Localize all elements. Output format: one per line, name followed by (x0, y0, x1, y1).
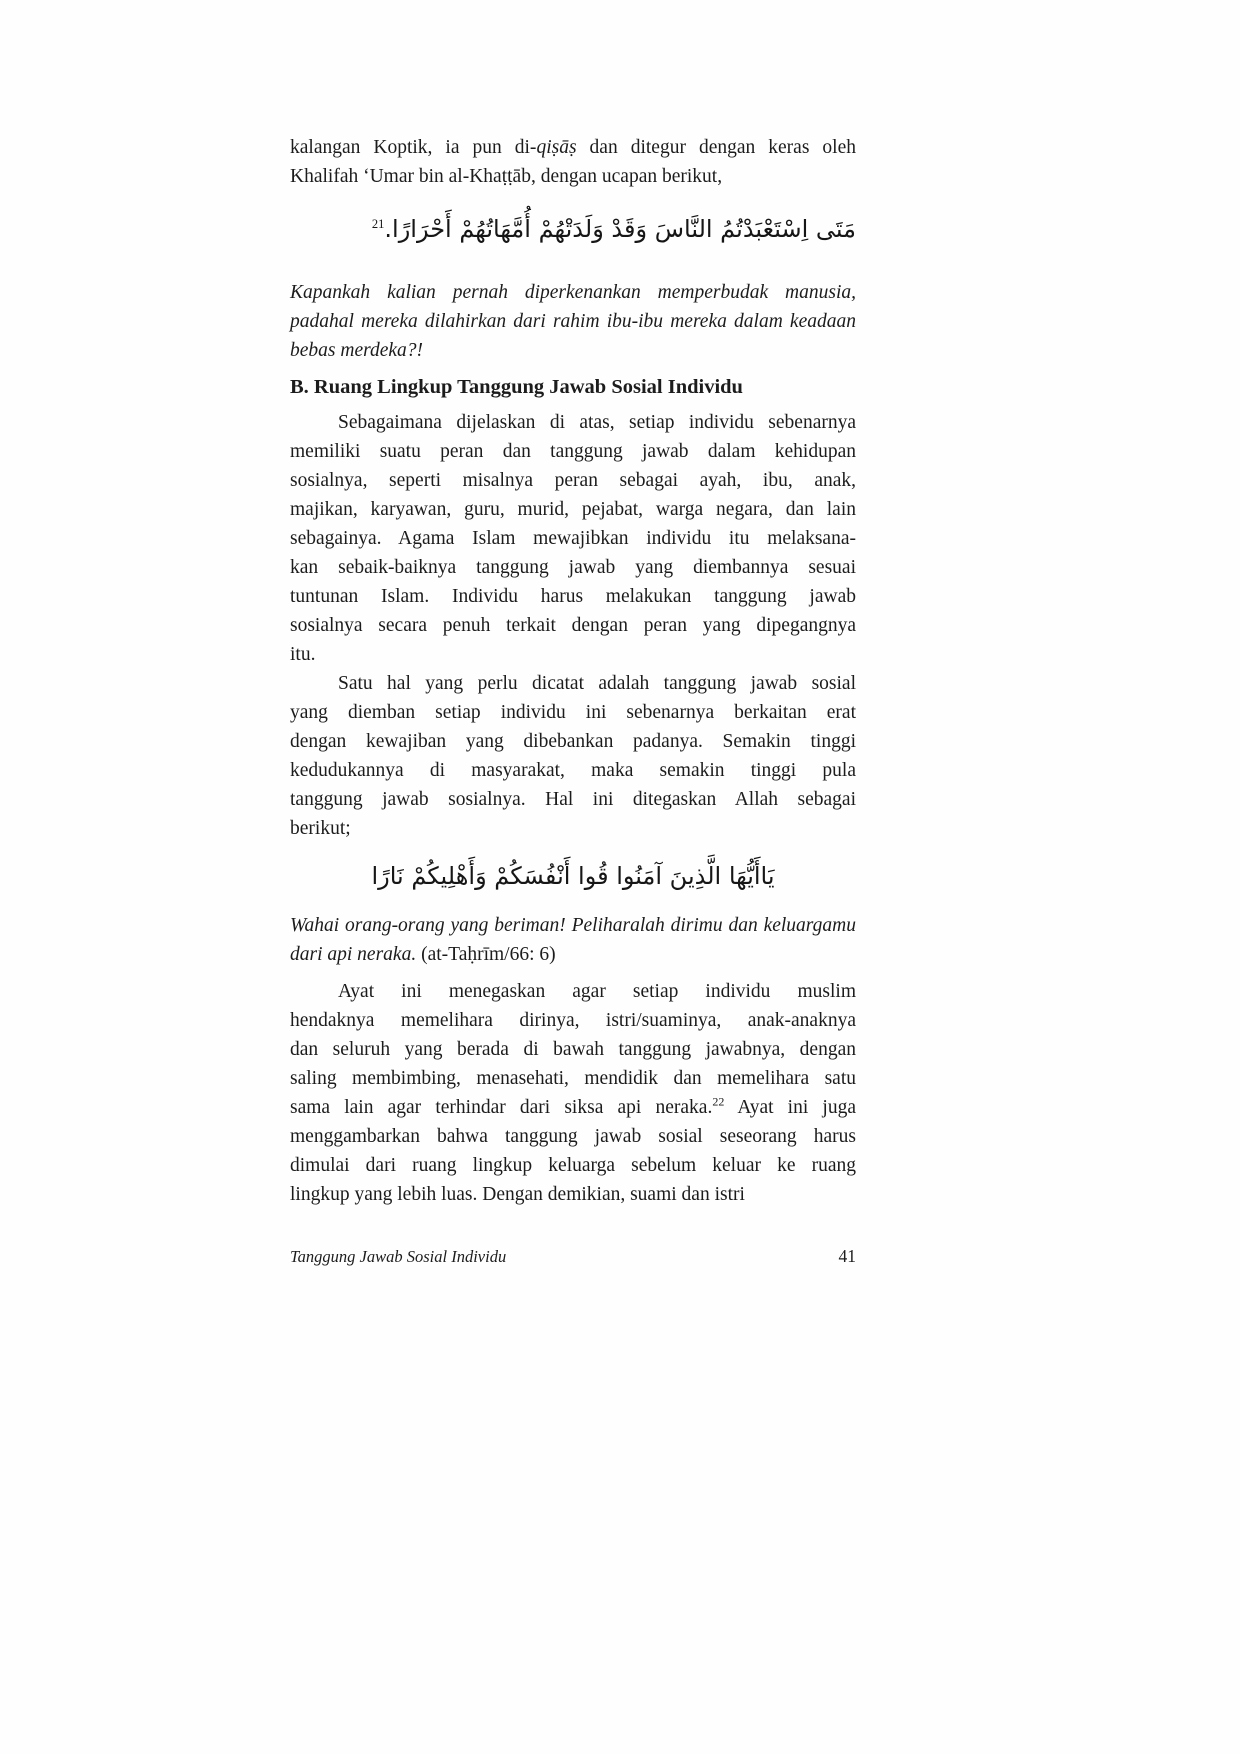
text-line: kan sebaik-baiknya tanggung jawab yang diembannya sesuai (290, 557, 856, 578)
text-line: memiliki suatu peran dan tanggung jawab dalam kehidupan (290, 441, 856, 462)
text-line: Satu hal yang perlu dicatat adalah tanggung jawab sosial (338, 673, 856, 694)
text-line: kedudukannya di masyarakat, maka semakin tinggi pula (290, 760, 856, 781)
text-line: sosialnya secara penuh terkait dengan peran yang dipegangnya (290, 615, 856, 636)
text-line: Sebagaimana dijelaskan di atas, setiap individu sebenarnya (338, 412, 856, 433)
text-line: sosialnya, seperti misalnya peran sebagai ayah, ibu, anak, (290, 470, 856, 491)
section-heading-b: B. Ruang Lingkup Tanggung Jawab Sosial Individu (290, 376, 743, 398)
footer-running-title: Tanggung Jawab Sosial Individu (290, 1247, 507, 1266)
text-line: itu. (290, 644, 316, 665)
body-paragraph-3 (290, 977, 856, 1209)
text-line: majikan, karyawan, guru, murid, pejabat, warga negara, dan lain (290, 499, 856, 520)
text-line: Ayat ini menegaskan agar setiap individu muslim (338, 981, 856, 1002)
text-line: kalangan Koptik, ia pun di-qiṣāṣ dan ditegur dengan keras oleh (290, 137, 856, 158)
text-line: Wahai orang-orang yang beriman! Peliharalah dirimu dan keluargamu (290, 915, 856, 936)
text-line: tanggung jawab sosialnya. Hal ini ditegaskan Allah sebagai (290, 789, 856, 810)
text-line: Kapankah kalian pernah diperkenankan memperbudak manusia, (290, 282, 856, 303)
text-line: yang diemban setiap individu ini sebenarnya berkaitan erat (290, 702, 856, 723)
arabic-hadith-quote (290, 204, 856, 254)
text-line: berikut; (290, 818, 351, 839)
hadith-translation (290, 278, 856, 365)
text-line: lingkup yang lebih luas. Dengan demikian, suami dan istri (290, 1184, 745, 1205)
intro-paragraph (290, 133, 856, 191)
text-line: hendaknya memelihara dirinya, istri/suaminya, anak-anaknya (290, 1010, 856, 1031)
text-line: dan seluruh yang berada di bawah tanggung jawabnya, dengan (290, 1039, 856, 1060)
text-column (290, 133, 856, 1209)
text-line: Khalifah ‘Umar bin al-Khaṭṭāb, dengan ucapan berikut, (290, 166, 723, 187)
footnote-marker-21: 21 (371, 217, 385, 231)
body-paragraph-1 (290, 408, 856, 669)
quran-verse-text: يَاأَيُّهَا الَّذِينَ آمَنُوا قُوا أَنْفُسَكُمْ وَأَهْلِيكُمْ نَارًا (371, 862, 775, 890)
arabic-hadith-text: مَتَى اِسْتَعْبَدْتُمُ النَّاسَ وَقَدْ وَلَدَتْهُمْ أُمَّهَاتُهُمْ أَحْرَارًا. (384, 215, 856, 243)
footer-page-number: 41 (838, 1246, 856, 1266)
text-line: dengan kewajiban yang dibebankan padanya. Semakin tinggi (290, 731, 856, 752)
verse-translation (290, 911, 856, 969)
body-paragraph-2 (290, 669, 856, 843)
quran-verse-arabic (290, 851, 856, 901)
text-line: saling membimbing, menasehati, mendidik dan memelihara satu (290, 1068, 856, 1089)
text-line: menggambarkan bahwa tanggung jawab sosial seseorang harus (290, 1126, 856, 1147)
page-footer (290, 1246, 856, 1267)
text-line: sebagainya. Agama Islam mewajibkan individu itu melaksana- (290, 528, 856, 549)
text-line: tuntunan Islam. Individu harus melakukan tanggung jawab (290, 586, 856, 607)
text-line: padahal mereka dilahirkan dari rahim ibu-ibu mereka dalam keadaan (290, 311, 856, 332)
text-line: dari api neraka. (at-Taḥrīm/66: 6) (290, 944, 556, 965)
text-line: dimulai dari ruang lingkup keluarga sebelum keluar ke ruang (290, 1155, 856, 1176)
text-line: bebas merdeka?! (290, 340, 424, 361)
text-line: sama lain agar terhindar dari siksa api neraka.$^{22}$ Ayat ini juga (290, 1094, 856, 1118)
